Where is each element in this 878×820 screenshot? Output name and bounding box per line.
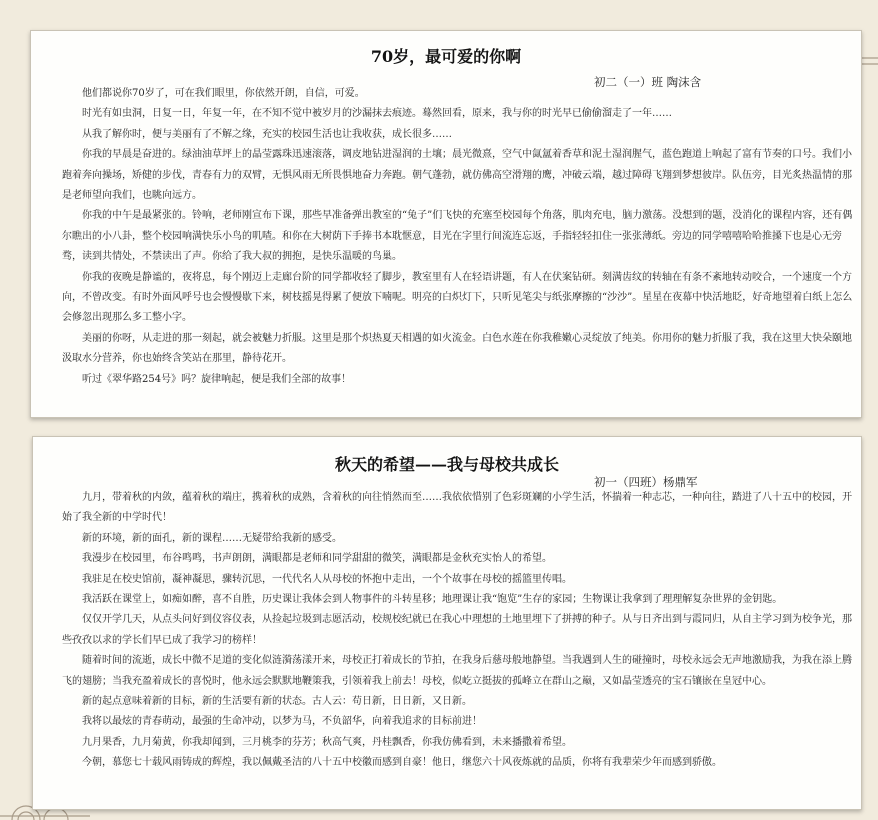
paragraph: 今朝，慕您七十载风雨铸成的辉煌，我以佩戴圣洁的八十五中校徽而感到自豪！他日，继您六十风夜炼就的品质，你将有我辈荣少年而感到骄傲。 [82,757,722,769]
paragraph: 我将以最炫的青春萌动，最强的生命冲动，以梦为马，不负韶华，向着我追求的目标前进！ [82,716,482,728]
article-title: 秋天的希望——我与母校共成长 [334,455,559,474]
paragraph: 九月，带着秋的内敛，蕴着秋的端庄，携着秋的成熟，含着秋的向往悄然而至……我依依惜别了色彩斑斓的小学生活，怀揣着一种志芯，一种向往，踏进了八十五中的校园，开始了我全新的中学时代！ [62,492,852,524]
paragraph: 我漫步在校园里，布谷鸣鸣，书声朗朗，满眼都是老师和同学甜甜的微笑，满眼都是金秋充实怡人的希望。 [82,553,552,565]
paragraph: 新的环境，新的面孔，新的课程……无疑带给我新的感受。 [82,532,342,544]
article-body [62,84,854,390]
article-body [62,488,854,774]
paragraph: 时光有如虫洞，日复一日，年复一年，在不知不觉中被岁月的沙漏抹去痕迹。蓦然回看，原来，我与你的时光早已偷偷溜走了一年…… [82,108,672,120]
paragraph: 九月果香，九月菊黄，你我却闻到，三月桃李的芬芳；秋高气爽，丹桂飘香，你我仿佛看到，未来播撒着希望。 [82,736,572,748]
paragraph: 仅仅开学几天，从点头问好到仪容仪表，从捡起垃圾到志愿活动，校规校纪就已在我心中理想的土地里埋下了拼搏的种子。从与日齐出到与霞同归，从自主学习到为校争光，那些孜孜以求的学长们早已成了我学习的榜样！ [62,614,852,646]
article-byline: 初二（一）班 陶沫含 [594,75,702,89]
paragraph: 新的起点意味着新的目标，新的生活要有新的状态。古人云：苟日新，日日新，又日新。 [82,696,472,708]
paragraph: 你我的中午是最紧张的。铃响，老师刚宣布下课，那些早准备弹出教室的“兔子”们飞快的充塞至校园每个角落，肌肉充电，脑力激荡。没想到的题，没消化的课程内容，还有偶尔瞧出的小八卦，整个校园响满快乐小鸟的叽喳。和你在大树荫下手捧书本耽惬意，目光在字里行间流连忘返，手指轻轻扣住一张张薄纸。旁边的同学嘻嘻哈哈推搡下也是心无旁骛，读到共情处，不禁读出了声。你给了我大叔的拥抱，是快乐温暖的鸟巢。 [62,210,853,263]
article-card [30,30,862,418]
paragraph: 听过《翠华路254号》吗？旋律响起，便是我们全部的故事！ [82,373,352,385]
paragraph: 我活跃在课堂上，如痴如醉，喜不自胜，历史课让我体会到人物事件的斗转星移；地理课让我“饱览”生存的家园；生物课让我拿到了理理解复杂世界的金钥匙。 [82,594,783,606]
article-title: 70岁，最可爱的你啊 [370,47,522,66]
paragraph: 我驻足在校史馆前，凝神凝思，骤转沉思，一代代名人从母校的怀抱中走出，一个个故事在母校的摇篮里传唱。 [82,573,572,585]
paragraph: 你我的夜晚是静谧的，夜将息，每个刚迈上走廊台阶的同学都收轻了脚步，教室里有人在轻语讲题，有人在伏案钻研。刻满齿纹的转轴在有条不紊地转动咬合，一个速度一个方向，不曾改变。有时外面风呼号也会慢慢歇下来，树枝摇晃得累了便放下喃呢。明亮的白炽灯下，只听见笔尖与纸张摩擦的“沙沙”。星星在夜幕中快活地眨，好奇地望着白纸上怎么会修忽出现那么多工整小字。 [62,271,853,324]
paragraph: 你我的早晨是奋进的。绿油油草坪上的晶莹露珠迅速滚落，调皮地钻进湿润的土壤；晨光微熹，空气中氤氲着香草和泥土湿润腥气，蓝色跑道上响起了富有节奏的口号。我们小跑着奔向操场，矫健的步伐，青春有力的双臂，无惧风雨无所畏惧地奋力奔跑。朝气蓬勃，就仿佛高空滑翔的鹰，冲破云端，越过障碍飞翔到梦想彼岸。队伍旁，目光炙热温情的那是老师望向我们，也眺向远方。 [62,149,852,202]
paragraph: 他们都说你70岁了，可在我们眼里，你依然开朗，自信，可爱。 [82,88,365,99]
article-byline: 初一（四班）杨鼎军 [594,475,698,489]
paragraph: 从我了解你时，便与美丽有了不解之缘，充实的校园生活也让我收获，成长很多…… [82,128,452,140]
paragraph: 随着时间的流逝，成长中微不足道的变化似涟漪荡漾开来，母校正打着成长的节拍，在我身后慈母般地静望。当我遇到人生的碰撞时，母校永远会无声地激励我，为我在添上腾飞的翅膀；当我充盈着成长的喜悦时，他永远会默默地鞭策我，引领着我上前去！母校，似屹立挺拔的孤峰立在群山之巅，又如晶莹透亮的宝石镶嵌在皇冠中心。 [62,655,852,687]
paragraph: 美丽的你呀，从走进的那一刻起，就会被魅力折服。这里是那个炽热夏天相遇的如火流金。白色水莲在你我稚嫩心灵绽放了纯美。你用你的魅力折服了我，我在这里大快朵颐地汲取水分营养，你也始终含笑站在那里，静待花开。 [62,332,852,365]
article-card [32,436,862,810]
